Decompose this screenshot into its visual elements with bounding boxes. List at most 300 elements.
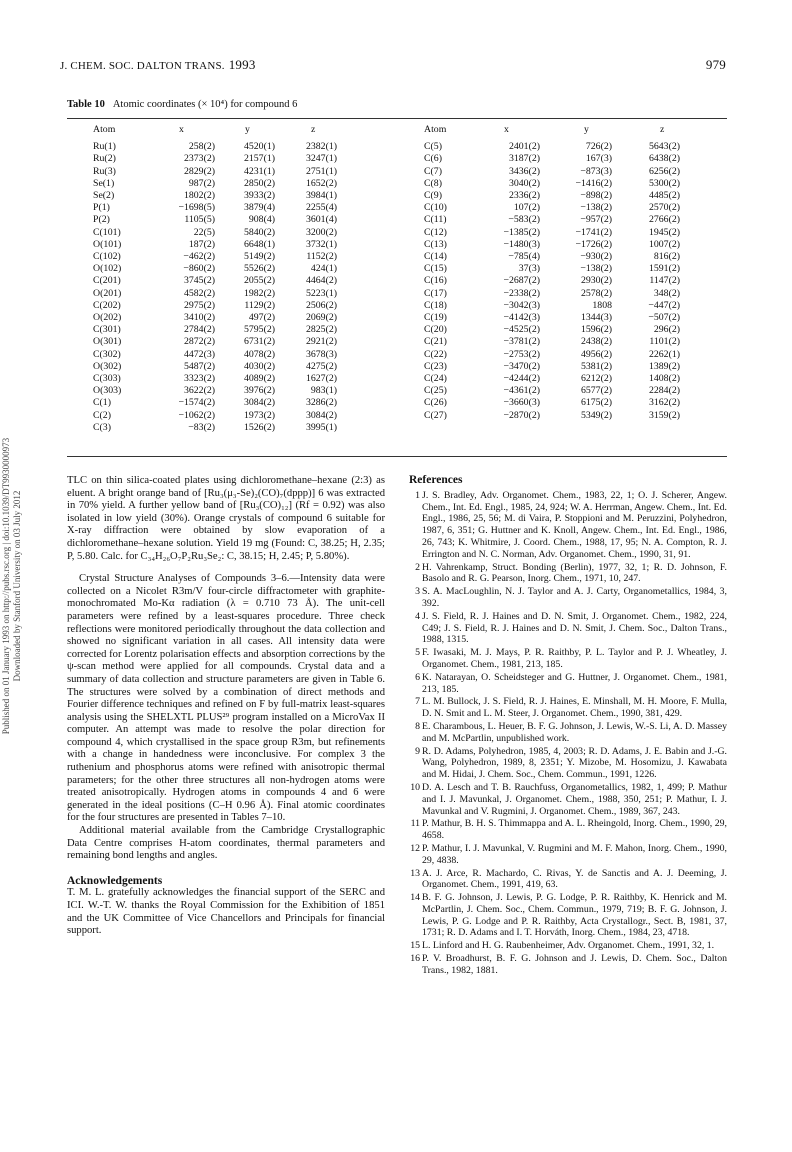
atom-cell: C(101) <box>93 226 121 238</box>
reference-item <box>409 721 727 745</box>
y-cell: 1129(2) <box>244 299 275 311</box>
z-cell: 1945(2) <box>648 226 680 238</box>
references-heading: References <box>409 474 463 486</box>
x-cell: 2975(2) <box>183 299 215 311</box>
z-cell: 5300(2) <box>648 177 680 189</box>
atom-cell: C(22) <box>424 348 447 360</box>
table-row <box>424 239 680 251</box>
table-row <box>93 141 337 153</box>
atom-cell: C(202) <box>93 299 121 311</box>
y-cell: 4089(2) <box>243 373 275 385</box>
reference-text: E. Charambous, L. Heuer, B. F. G. Johnson, J. Lewis, W.-S. Li, A. D. Massey and M. McPartlin, unpublished work. <box>422 720 727 744</box>
reference-item <box>409 611 727 646</box>
x-cell: −83(2) <box>188 421 215 433</box>
y-cell: 4956(2) <box>580 348 612 360</box>
z-cell: 1101(2) <box>649 336 680 348</box>
z-cell: 2262(1) <box>648 348 680 360</box>
references-section <box>409 475 727 978</box>
page-number: 979 <box>705 57 726 72</box>
x-cell: −583(2) <box>508 214 540 226</box>
y-cell: −138(2) <box>580 263 612 275</box>
table-row <box>93 239 337 251</box>
x-cell: 4472(3) <box>183 348 215 360</box>
x-cell: 3410(2) <box>183 312 215 324</box>
reference-number: 14 <box>410 892 420 904</box>
table-row <box>93 214 337 226</box>
y-cell: 2850(2) <box>243 177 275 189</box>
table-row <box>93 361 337 373</box>
reference-item <box>409 490 727 561</box>
z-cell: 2069(2) <box>305 312 337 324</box>
y-cell: 5381(2) <box>580 360 612 372</box>
reference-item <box>409 672 727 696</box>
paragraph-crystal-structure: Crystal Structure Analyses of Compounds 3–6.—Intensity data were collected on a Nicolet R3m/V four-circle diffractometer with graphite-monochromated Mo-Kα radiation (λ = 0.710 73 Å). The unit-cell parameters were refined by a least-squares procedure. Three check reflections were monitored periodically throughout the data collection and showed no significant variation in all cases. All intensity data were corrected for Lorentz polarisation effects and absorption corrections by the ψ-scan method were applied for all compounds. Crystal data and a summary of data collection and structure parameters are given in Table 6. The structures were solved by a combination of direct methods and Fourier difference techniques and refined on F by full-matrix least-squares analysis using the SHELXTL PLUS²⁹ program installed on a MicroVax II computer. An attempt was made to resolve the polar direction for compound 4, which crystallised in the space group R3m, but refinements with a change in handedness were inconclusive. For complex 3 the ruthenium and phosphorus atoms were refined with anisotropic thermal parameters; for the other three structures all non-hydrogen atoms were treated anisotropically. Hydrogen atoms in compounds 4 and 6 were generated in the ideal positions (C–H 0.96 Å). Final atomic coordinates for the four structures are presented in Tables 7–10. <box>67 573 385 824</box>
x-cell: 2336(2) <box>508 190 540 202</box>
x-cell: −2753(2) <box>503 348 540 360</box>
table-row <box>424 336 680 348</box>
download-sidebar <box>1 396 23 776</box>
x-cell: 2373(2) <box>183 153 215 165</box>
reference-item <box>409 868 727 892</box>
y-cell: 2578(2) <box>580 287 612 299</box>
atom-cell: Ru(2) <box>93 153 116 165</box>
table-row <box>93 251 337 263</box>
atom-cell: O(202) <box>93 312 122 324</box>
reference-number: 7 <box>415 696 420 708</box>
y-cell: 3084(2) <box>243 397 275 409</box>
reference-text: P. Mathur, B. H. S. Thimmappa and A. L. Rheingold, Inorg. Chem., 1990, 29, 4658. <box>422 818 727 842</box>
y-cell: 4231(1) <box>243 165 275 177</box>
atom-cell: Se(1) <box>93 177 115 189</box>
y-cell: 1344(3) <box>580 312 612 324</box>
y-cell: 2055(2) <box>243 275 275 287</box>
x-cell: 4582(2) <box>183 287 215 299</box>
z-cell: 348(2) <box>653 287 680 299</box>
z-cell: 3200(2) <box>305 226 337 238</box>
table-row <box>93 190 337 202</box>
atom-cell: C(1) <box>93 397 111 409</box>
table-row <box>93 263 337 275</box>
z-cell: 3601(4) <box>305 214 337 226</box>
table-row <box>93 288 337 300</box>
table-row <box>424 300 680 312</box>
table-row <box>424 190 680 202</box>
atom-cell: C(25) <box>424 385 447 397</box>
z-cell: 1652(2) <box>305 177 337 189</box>
z-cell: 4464(2) <box>305 275 337 287</box>
table-caption <box>67 99 297 110</box>
x-cell: −4142(3) <box>503 312 540 324</box>
atom-cell: Se(2) <box>93 190 115 202</box>
table-row <box>93 385 337 397</box>
z-cell: 1627(2) <box>305 373 337 385</box>
x-cell: 107(2) <box>513 202 540 214</box>
table-label: Table 10 <box>67 99 105 110</box>
x-cell: 3040(2) <box>508 177 540 189</box>
y-cell: −957(2) <box>580 214 612 226</box>
reference-number: 16 <box>410 953 420 965</box>
atom-cell: C(7) <box>424 165 442 177</box>
reference-text: J. S. Field, R. J. Haines and D. N. Smit, J. Organomet. Chem., 1982, 224, C49; J. S. Field, R. J. Haines and D. N. Smit, J. Chem. Soc., Dalton Trans., 1988, 1315. <box>422 610 727 646</box>
y-cell: 6731(2) <box>243 336 275 348</box>
table-row <box>93 178 337 190</box>
reference-item <box>409 940 727 952</box>
x-cell: 187(2) <box>188 238 215 250</box>
atom-cell: P(2) <box>93 214 110 226</box>
x-cell: −2687(2) <box>503 275 540 287</box>
table-bottom-rule <box>67 456 727 457</box>
y-cell: 5349(2) <box>580 409 612 421</box>
x-cell: −3470(2) <box>503 360 540 372</box>
reference-number: 10 <box>410 781 420 793</box>
table-row <box>424 166 680 178</box>
y-cell: 6577(2) <box>580 385 612 397</box>
reference-item <box>409 647 727 671</box>
atom-cell: C(5) <box>424 141 442 153</box>
atom-cell: C(302) <box>93 348 121 360</box>
z-cell: 6256(2) <box>648 165 680 177</box>
table-row <box>93 324 337 336</box>
table-row <box>424 349 680 361</box>
table-row <box>424 288 680 300</box>
running-header <box>60 57 256 73</box>
y-cell: −930(2) <box>580 251 612 263</box>
z-cell: 2766(2) <box>648 214 680 226</box>
x-cell: 5487(2) <box>183 360 215 372</box>
x-cell: 22(5) <box>193 226 215 238</box>
y-cell: 1982(2) <box>243 287 275 299</box>
x-cell: 2872(2) <box>183 336 215 348</box>
z-cell: 3732(1) <box>305 238 337 250</box>
table-header-row <box>93 124 337 141</box>
reference-text: K. Natarayan, O. Scheidsteger and G. Huttner, J. Organomet. Chem., 1981, 213, 185. <box>422 671 727 695</box>
x-cell: 1802(2) <box>183 190 215 202</box>
table-row <box>424 214 680 226</box>
x-cell: 3187(2) <box>508 153 540 165</box>
col-atom: Atom <box>424 124 447 135</box>
z-cell: 2284(2) <box>648 385 680 397</box>
reference-text: A. J. Arce, R. Machardo, C. Rivas, Y. de Sanctis and A. J. Deeming, J. Organomet. Chem., 1991, 419, 63. <box>422 867 727 891</box>
reference-number: 6 <box>415 671 420 683</box>
y-cell: 2157(1) <box>243 153 275 165</box>
x-cell: −860(2) <box>183 263 215 275</box>
table-row <box>93 312 337 324</box>
x-cell: −3042(3) <box>503 299 540 311</box>
journal-name: J. CHEM. SOC. DALTON TRANS. <box>60 60 225 72</box>
table-row <box>93 410 337 422</box>
atom-cell: C(27) <box>424 409 447 421</box>
table-row <box>424 202 680 214</box>
reference-text: P. V. Broadhurst, B. F. G. Johnson and J. Lewis, D. Chem. Soc., Dalton Trans., 1982, 1881. <box>422 953 727 976</box>
col-y: y <box>245 124 250 135</box>
reference-number: 13 <box>410 867 420 879</box>
x-cell: −4361(2) <box>503 385 540 397</box>
y-cell: −898(2) <box>580 190 612 202</box>
x-cell: −3660(3) <box>503 397 540 409</box>
atom-cell: C(14) <box>424 251 447 263</box>
reference-item <box>409 892 727 939</box>
reference-item <box>409 746 727 781</box>
reference-number: 12 <box>410 842 420 854</box>
y-cell: 4520(1) <box>243 141 275 153</box>
reference-number: 15 <box>410 940 420 952</box>
x-cell: −1062(2) <box>178 409 215 421</box>
z-cell: 296(2) <box>653 324 680 336</box>
table-row <box>93 336 337 348</box>
y-cell: 5795(2) <box>243 324 275 336</box>
z-cell: 4485(2) <box>648 190 680 202</box>
references-list <box>409 490 727 977</box>
table-row <box>93 202 337 214</box>
y-cell: 5526(2) <box>243 263 275 275</box>
y-cell: −1416(2) <box>575 177 612 189</box>
z-cell: 1408(2) <box>648 373 680 385</box>
x-cell: 3745(2) <box>183 275 215 287</box>
x-cell: 987(2) <box>188 177 215 189</box>
z-cell: 2382(1) <box>305 141 337 153</box>
x-cell: 3323(2) <box>183 373 215 385</box>
atom-cell: C(15) <box>424 263 447 275</box>
table-row <box>424 312 680 324</box>
z-cell: 3162(2) <box>648 397 680 409</box>
z-cell: 3286(2) <box>305 397 337 409</box>
y-cell: 2438(2) <box>580 336 612 348</box>
x-cell: 3622(2) <box>183 385 215 397</box>
atom-cell: C(11) <box>424 214 447 226</box>
atom-cell: C(21) <box>424 336 447 348</box>
x-cell: −2338(2) <box>503 287 540 299</box>
z-cell: 6438(2) <box>648 153 680 165</box>
atom-cell: C(10) <box>424 202 447 214</box>
atom-cell: O(301) <box>93 336 122 348</box>
z-cell: −447(2) <box>648 299 680 311</box>
reference-number: 1 <box>415 489 420 501</box>
table-top-rule <box>67 118 727 119</box>
z-cell: 2825(2) <box>305 324 337 336</box>
y-cell: 908(4) <box>248 214 275 226</box>
x-cell: −785(4) <box>508 251 540 263</box>
y-cell: −873(3) <box>580 165 612 177</box>
downloaded-line: Downloaded by Stanford University on 03 July 2012 <box>12 490 22 682</box>
table-row <box>424 410 680 422</box>
x-cell: 2829(2) <box>183 165 215 177</box>
table-row <box>93 373 337 385</box>
table-row <box>424 227 680 239</box>
table-row <box>424 385 680 397</box>
table-row <box>93 349 337 361</box>
z-cell: 5223(1) <box>305 287 337 299</box>
coordinates-table-right <box>424 124 680 422</box>
atom-cell: O(302) <box>93 360 122 372</box>
table-row <box>424 263 680 275</box>
y-cell: 5840(2) <box>243 226 275 238</box>
table-row <box>424 361 680 373</box>
journal-year: 1993 <box>228 57 256 72</box>
x-cell: 258(2) <box>188 141 215 153</box>
atom-cell: C(17) <box>424 287 447 299</box>
atom-cell: C(9) <box>424 190 442 202</box>
reference-number: 11 <box>410 818 420 830</box>
reference-number: 2 <box>415 561 420 573</box>
reference-text: P. Mathur, I. J. Mavunkal, V. Rugmini and M. F. Mahon, Inorg. Chem., 1990, 29, 4838. <box>422 842 727 866</box>
reference-number: 8 <box>415 720 420 732</box>
col-y: y <box>584 124 589 135</box>
atom-cell: C(19) <box>424 312 447 324</box>
reference-item <box>409 562 727 586</box>
z-cell: 2921(2) <box>305 336 337 348</box>
reference-text: J. S. Bradley, Adv. Organomet. Chem., 1983, 22, 1; O. J. Scherer, Angew. Chem., Int. Ed. Engl., 1985, 24, 924; W. A. Herrman, Angew. Chem., Int. Ed. Engl., 1986, 25, 56; M. di Vaira, P. Stoppioni and M. Peruzzini, Polyhedron, 1987, 6, 351; G. Huttner and K. Knoll, Angew. Chem., Int. Ed. Engl., 1986, 26, 743; K. Whitmire, J. Coord. Chem., 1988, 17, 95; N. A. Compton, R. J. Errington and N. C. Norman, Adv. Organomet. Chem., 1990, 31, 91. <box>422 489 727 560</box>
y-cell: 1808 <box>592 299 612 311</box>
z-cell: 816(2) <box>653 251 680 263</box>
col-x: x <box>504 124 509 135</box>
atom-cell: C(102) <box>93 251 121 263</box>
z-cell: 1389(2) <box>648 360 680 372</box>
atom-cell: C(18) <box>424 299 447 311</box>
atom-cell: C(26) <box>424 397 447 409</box>
x-cell: −1574(2) <box>178 397 215 409</box>
x-cell: 2784(2) <box>183 324 215 336</box>
atom-cell: C(6) <box>424 153 442 165</box>
reference-item <box>409 586 727 610</box>
experimental-text <box>67 475 385 938</box>
x-cell: −1480(3) <box>503 238 540 250</box>
atom-cell: C(16) <box>424 275 447 287</box>
col-z: z <box>660 124 665 135</box>
atom-cell: O(102) <box>93 263 122 275</box>
y-cell: 6648(1) <box>243 238 275 250</box>
y-cell: 1526(2) <box>243 421 275 433</box>
x-cell: −1385(2) <box>503 226 540 238</box>
atom-cell: C(3) <box>93 421 111 433</box>
table-row <box>424 275 680 287</box>
y-cell: 3879(4) <box>243 202 275 214</box>
z-cell: 2506(2) <box>305 299 337 311</box>
z-cell: 2570(2) <box>648 202 680 214</box>
y-cell: 3933(2) <box>243 190 275 202</box>
table-row <box>93 300 337 312</box>
z-cell: 3084(2) <box>305 409 337 421</box>
z-cell: 5643(2) <box>648 141 680 153</box>
x-cell: 1105(5) <box>184 214 215 226</box>
coordinates-table-left <box>93 124 337 434</box>
atom-cell: C(201) <box>93 275 121 287</box>
reference-item <box>409 953 727 977</box>
reference-number: 5 <box>415 647 420 659</box>
z-cell: 3678(3) <box>305 348 337 360</box>
col-x: x <box>179 124 184 135</box>
col-atom: Atom <box>93 124 116 135</box>
reference-text: B. F. G. Johnson, J. Lewis, P. G. Lodge, P. R. Raithby, K. Henrick and M. McPartlin, J. Chem. Soc., Chem. Commun., 1979, 719; B. F. G. Johnson, J. Lewis, P. G. Lodge and P. R. Raithby, Acta Crystallogr., Sect. B, 1981, 37, 1731; R. D. Adams and I. T. Horváth, Inorg. Chem., 1984, 23, 4718. <box>422 892 727 939</box>
atom-cell: Ru(1) <box>93 141 116 153</box>
table-row <box>424 178 680 190</box>
reference-number: 3 <box>415 586 420 598</box>
z-cell: 3984(1) <box>305 190 337 202</box>
atom-cell: C(13) <box>424 238 447 250</box>
table-row <box>93 275 337 287</box>
z-cell: 2751(1) <box>305 165 337 177</box>
z-cell: 4275(2) <box>305 360 337 372</box>
x-cell: −3781(2) <box>503 336 540 348</box>
table-row <box>93 227 337 239</box>
y-cell: 497(2) <box>248 312 275 324</box>
x-cell: 3436(2) <box>508 165 540 177</box>
y-cell: 3976(2) <box>243 385 275 397</box>
atom-cell: C(2) <box>93 409 111 421</box>
atom-cell: C(12) <box>424 226 447 238</box>
published-line[interactable]: Published on 01 January 1993 on http://pubs.rsc.org | doi:10.1039/DT9930000973 <box>1 437 11 735</box>
reference-item <box>409 818 727 842</box>
atom-cell: C(301) <box>93 324 121 336</box>
y-cell: 6212(2) <box>580 373 612 385</box>
atom-cell: P(1) <box>93 202 110 214</box>
acknowledgements-text: T. M. L. gratefully acknowledges the financial support of the SERC and ICI. W.-T. W. thanks the Royal Commission for the Exhibition of 1851 and the UK Committee of Vice Chancellors and Principals for financial support. <box>67 887 385 937</box>
y-cell: 1596(2) <box>580 324 612 336</box>
reference-item <box>409 696 727 720</box>
atom-cell: C(20) <box>424 324 447 336</box>
table-row <box>424 324 680 336</box>
y-cell: 1973(2) <box>243 409 275 421</box>
z-cell: 1147(2) <box>649 275 680 287</box>
x-cell: −1698(5) <box>178 202 215 214</box>
atom-cell: C(8) <box>424 177 442 189</box>
col-z: z <box>311 124 316 135</box>
y-cell: 6175(2) <box>580 397 612 409</box>
x-cell: −2870(2) <box>503 409 540 421</box>
z-cell: 3995(1) <box>305 421 337 433</box>
table-row <box>424 397 680 409</box>
y-cell: 5149(2) <box>243 251 275 263</box>
table-header-row <box>424 124 680 141</box>
atom-cell: O(201) <box>93 287 122 299</box>
y-cell: 4078(2) <box>243 348 275 360</box>
paragraph-tlc: TLC on thin silica-coated plates using dichloromethane–hexane (2:3) as eluent. A bright orange band of [Ru₃(μ₃-Se)₂(CO)₇(dppp)] 6 was extracted in 70% yield. A further yellow band of [Ru₃(CO)₁₂] (Rf = 0.92) was also isolated in low yield (30%). Orange crystals of compound 6 suitable for X-ray diffraction were obtained by slow evaporation of a dichloromethane–hexane solution. Yield 19 mg (Found: C, 38.25; H, 2.35; P, 5.80. Calc. for C₃₄H₂₆O₇P₂Ru₃Se₂: C, 38.15; H, 2.45; P, 5.80%). <box>67 475 385 562</box>
reference-text: F. Iwasaki, M. J. Mays, P. R. Raithby, P. L. Taylor and P. J. Wheatley, J. Organomet. Chem., 1981, 213, 185. <box>422 647 727 670</box>
z-cell: 1591(2) <box>648 263 680 275</box>
reference-number: 9 <box>415 745 420 757</box>
table-row <box>93 153 337 165</box>
atom-cell: O(101) <box>93 238 122 250</box>
table-caption-text: Atomic coordinates (× 10⁴) for compound 6 <box>112 99 298 110</box>
reference-text: D. A. Lesch and T. B. Rauchfuss, Organometallics, 1982, 1, 499; P. Mathur and I. J. Mavunkal, J. Organomet. Chem., 1988, 350, 251; P. Mathur, I. J. Mavunkal and V. Rugmini, J. Organomet. Chem., 1989, 367, 243. <box>422 781 727 817</box>
table-row <box>424 251 680 263</box>
reference-number: 4 <box>415 610 420 622</box>
reference-text: L. Linford and H. G. Raubenheimer, Adv. Organomet. Chem., 1991, 32, 1. <box>422 940 715 952</box>
reference-item <box>409 782 727 817</box>
z-cell: 983(1) <box>310 385 337 397</box>
z-cell: 2255(4) <box>305 202 337 214</box>
x-cell: −462(2) <box>183 251 215 263</box>
table-row <box>424 373 680 385</box>
table-row <box>93 422 337 434</box>
x-cell: −4525(2) <box>503 324 540 336</box>
x-cell: 37(3) <box>518 263 540 275</box>
atom-cell: Ru(3) <box>93 165 116 177</box>
y-cell: 2930(2) <box>580 275 612 287</box>
table-row <box>424 141 680 153</box>
acknowledgements-heading: Acknowledgements <box>67 874 163 887</box>
z-cell: 3159(2) <box>648 409 680 421</box>
z-cell: 1152(2) <box>306 251 337 263</box>
atom-cell: C(24) <box>424 373 447 385</box>
table-row <box>424 153 680 165</box>
y-cell: 726(2) <box>585 141 612 153</box>
reference-text: H. Vahrenkamp, Struct. Bonding (Berlin), 1977, 32, 1; R. D. Johnson, F. Basolo and R. G. Pearson, Inorg. Chem., 1971, 10, 247. <box>422 561 727 585</box>
reference-text: R. D. Adams, Polyhedron, 1985, 4, 2003; R. D. Adams, J. E. Babin and J.-G. Wang, Polyhedron, 1989, 8, 2351; Y. Mizobe, M. Hosomizu, J. Kawabata and M. Hidai, J. Chem. Soc., Chem. Commun., 1991, 1226. <box>422 745 727 781</box>
x-cell: 2401(2) <box>508 141 540 153</box>
z-cell: 424(1) <box>310 263 337 275</box>
table-row <box>93 166 337 178</box>
y-cell: −138(2) <box>580 202 612 214</box>
